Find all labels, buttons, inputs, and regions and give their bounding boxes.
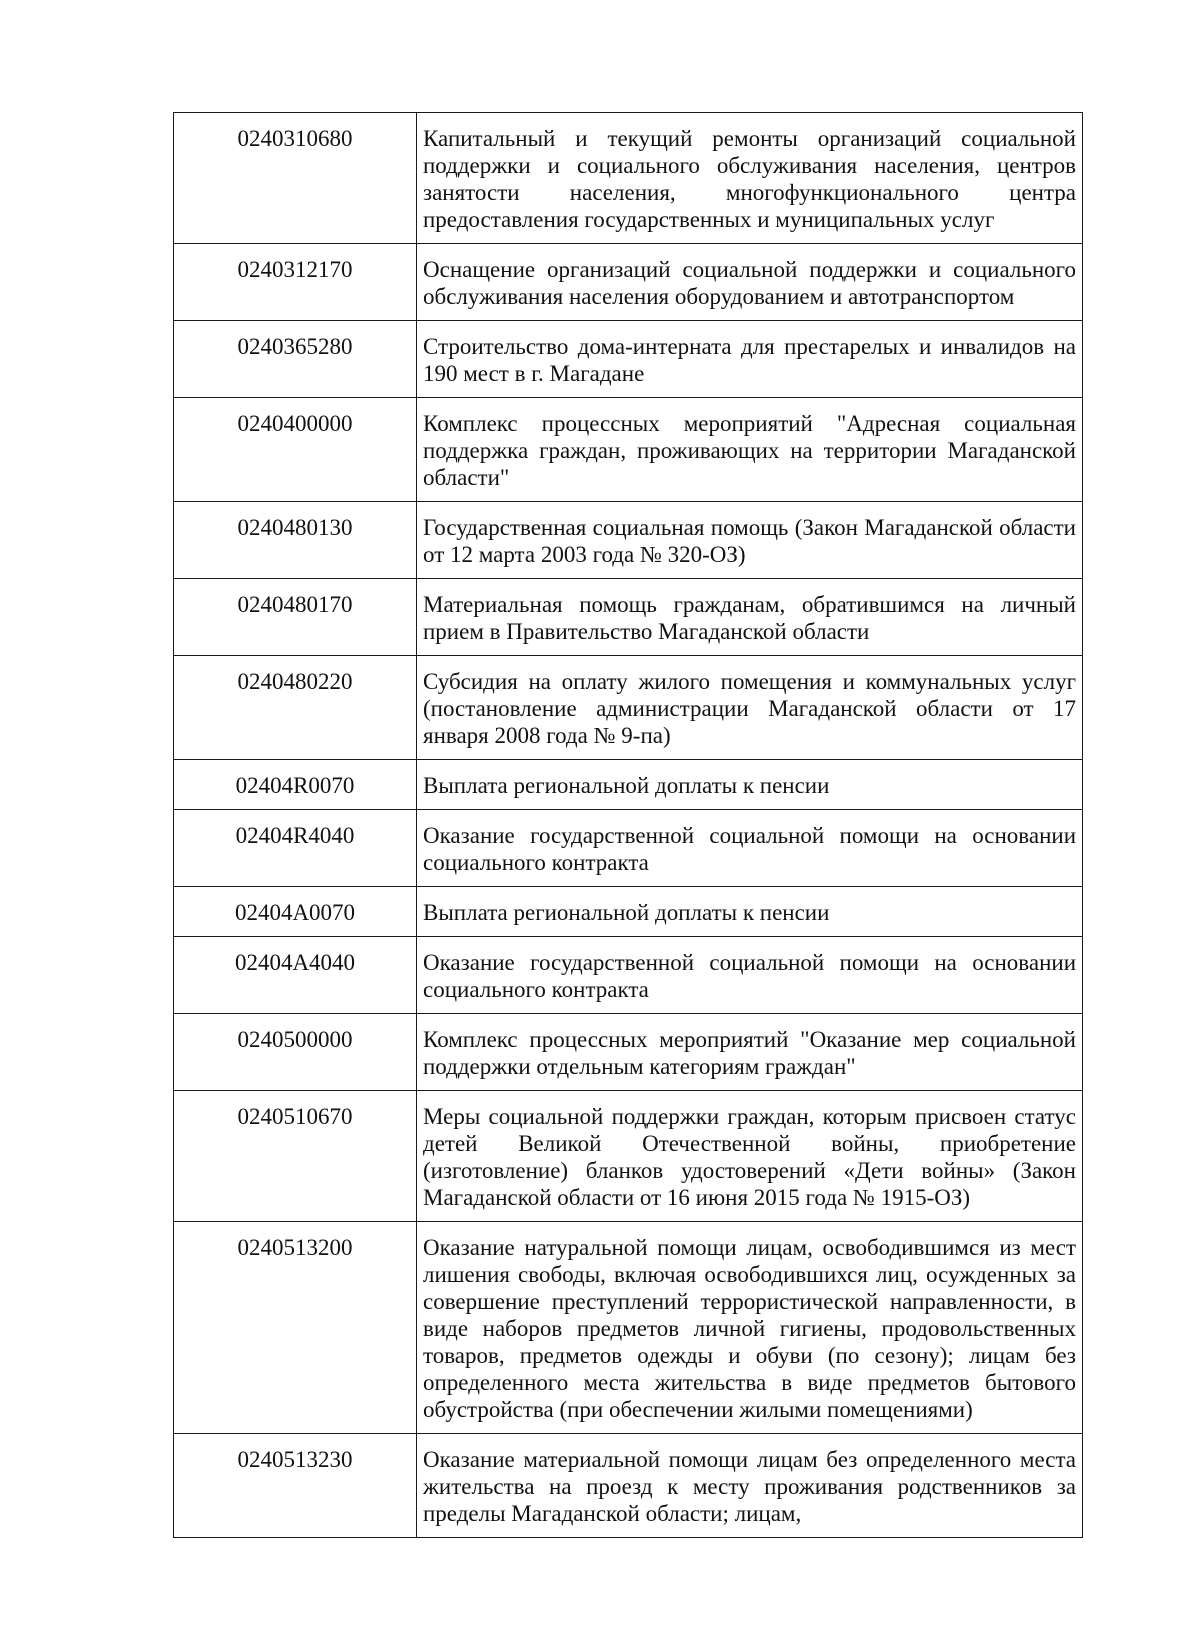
- table-row: [174, 1222, 1083, 1434]
- row-code: 0240513230: [174, 1434, 417, 1538]
- row-code: 0240480170: [174, 579, 417, 656]
- row-code: 02404R4040: [174, 810, 417, 887]
- row-description: Комплекс процессных мероприятий "Адресная социальная поддержка граждан, проживающих на территории Магаданской области": [417, 398, 1083, 502]
- row-description: Выплата региональной доплаты к пенсии: [417, 887, 1083, 937]
- row-description: Капитальный и текущий ремонты организаций социальной поддержки и социального обслуживания населения, центров занятости населения, многофункционального центра предоставления государственных и муниципальных услуг: [417, 113, 1083, 244]
- row-code: 0240513200: [174, 1222, 417, 1434]
- table-row: [174, 244, 1083, 321]
- row-code: 0240510670: [174, 1091, 417, 1222]
- row-description: Материальная помощь гражданам, обратившимся на личный прием в Правительство Магаданской области: [417, 579, 1083, 656]
- row-code: 0240365280: [174, 321, 417, 398]
- table-row: [174, 113, 1083, 244]
- row-description: Оказание материальной помощи лицам без определенного места жительства на проезд к месту проживания родственников за пределы Магаданской области; лицам,: [417, 1434, 1083, 1538]
- row-description: Субсидия на оплату жилого помещения и коммунальных услуг (постановление администрации Магаданской области от 17 января 2008 года № 9-па): [417, 656, 1083, 760]
- table-row: [174, 502, 1083, 579]
- row-description: Меры социальной поддержки граждан, которым присвоен статус детей Великой Отечественной войны, приобретение (изготовление) бланков удостоверений «Дети войны» (Закон Магаданской области от 16 июня 2015 года № 1915-ОЗ): [417, 1091, 1083, 1222]
- row-code: 0240480130: [174, 502, 417, 579]
- table-row: [174, 1434, 1083, 1538]
- row-description: Оказание государственной социальной помощи на основании социального контракта: [417, 810, 1083, 887]
- table-row: [174, 321, 1083, 398]
- table-row: [174, 1014, 1083, 1091]
- row-description: Строительство дома-интерната для престарелых и инвалидов на 190 мест в г. Магадане: [417, 321, 1083, 398]
- row-description: Оснащение организаций социальной поддержки и социального обслуживания населения оборудованием и автотранспортом: [417, 244, 1083, 321]
- row-description: Комплекс процессных мероприятий "Оказание мер социальной поддержки отдельным категориям граждан": [417, 1014, 1083, 1091]
- table-row: [174, 760, 1083, 810]
- row-description: Оказание государственной социальной помощи на основании социального контракта: [417, 937, 1083, 1014]
- table-row: [174, 887, 1083, 937]
- table-row: [174, 1091, 1083, 1222]
- row-code: 0240480220: [174, 656, 417, 760]
- row-code: 0240310680: [174, 113, 417, 244]
- row-code: 0240400000: [174, 398, 417, 502]
- row-code: 02404A0070: [174, 887, 417, 937]
- row-description: Государственная социальная помощь (Закон Магаданской области от 12 марта 2003 года № 320-ОЗ): [417, 502, 1083, 579]
- row-code: 02404R0070: [174, 760, 417, 810]
- table-row: [174, 937, 1083, 1014]
- row-description: Оказание натуральной помощи лицам, освободившимся из мест лишения свободы, включая освободившихся лиц, осужденных за совершение преступлений террористической направленности, в виде наборов предметов личной гигиены, продовольственных товаров, предметов одежды и обуви (по сезону); лицам без определенного места жительства в виде предметов бытового обустройства (при обеспечении жилыми помещениями): [417, 1222, 1083, 1434]
- row-code: 0240312170: [174, 244, 417, 321]
- row-code: 0240500000: [174, 1014, 417, 1091]
- table-row: [174, 579, 1083, 656]
- table-row: [174, 810, 1083, 887]
- row-code: 02404A4040: [174, 937, 417, 1014]
- row-description: Выплата региональной доплаты к пенсии: [417, 760, 1083, 810]
- budget-code-table: [173, 112, 1083, 1538]
- table-row: [174, 656, 1083, 760]
- table-row: [174, 398, 1083, 502]
